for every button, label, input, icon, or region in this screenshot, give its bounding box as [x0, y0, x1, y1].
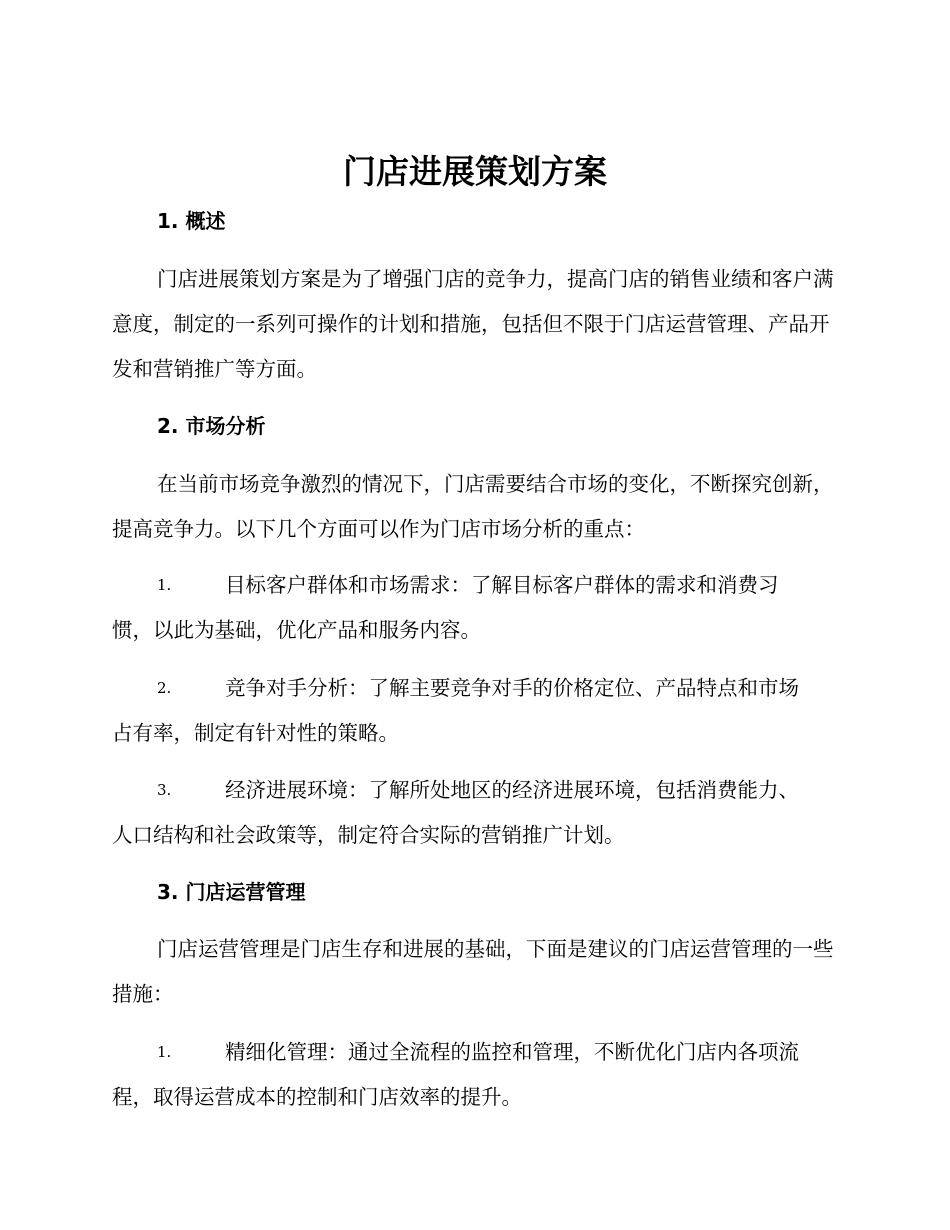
document-title: 门店进展策划方案 [343, 152, 607, 191]
list-item-number: 1. [157, 576, 172, 594]
list-item [112, 768, 840, 858]
list-item-number: 3. [157, 781, 172, 799]
list-item-number: 1. [157, 1043, 172, 1061]
list-item [112, 563, 840, 653]
section-heading-overview: 1. 概述 [157, 209, 226, 233]
list-item-text-line1: 竞争对手分析：了解主要竞争对手的价格定位、产品特点和市场 [225, 676, 799, 700]
section-paragraph-overview: 门店进展策划方案是为了增强门店的竞争力，提高门店的销售业绩和客户满意度，制定的一系列可操作的计划和措施，包括但不限于门店运营管理、产品开发和营销推广等方面。 [112, 267, 834, 381]
list-item-text-line1: 精细化管理：通过全流程的监控和管理，不断优化门店内各项流 [225, 1040, 799, 1064]
list-item-text-line2: 惯，以此为基础，优化产品和服务内容。 [112, 618, 481, 642]
section-heading-market-analysis: 2. 市场分析 [157, 414, 266, 438]
list-item-text-line1: 经济进展环境：了解所处地区的经济进展环境，包括消费能力、 [225, 778, 799, 802]
list-item [112, 1030, 840, 1120]
section-heading-store-operations: 3. 门店运营管理 [157, 880, 306, 904]
list-item-text-line2: 人口结构和社会政策等，制定符合实际的营销推广计划。 [112, 823, 625, 847]
list-item-text-line1: 目标客户群体和市场需求：了解目标客户群体的需求和消费习 [225, 573, 779, 597]
section-paragraph-market-analysis: 在当前市场竞争激烈的情况下，门店需要结合市场的变化，不断探究创新，提高竞争力。以下几个方面可以作为门店市场分析的重点： [112, 472, 834, 541]
section-paragraph-store-operations: 门店运营管理是门店生存和进展的基础，下面是建议的门店运营管理的一些措施： [112, 937, 834, 1006]
list-item [112, 666, 840, 756]
list-item-number: 2. [157, 679, 172, 697]
list-item-text-line2: 程，取得运营成本的控制和门店效率的提升。 [112, 1085, 522, 1109]
list-item-text-line2: 占有率，制定有针对性的策略。 [112, 721, 399, 745]
